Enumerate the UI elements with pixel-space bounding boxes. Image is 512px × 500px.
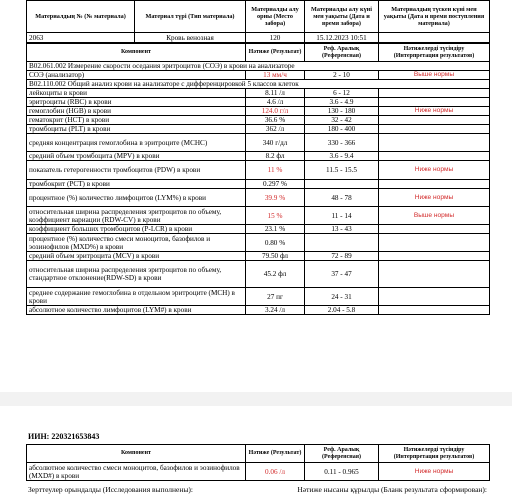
test-result: 8.2 фл [246, 152, 305, 161]
result-header: Нәтиже (Результат) [246, 445, 305, 463]
interpretation: Ниже нормы [379, 463, 490, 481]
test-result: 4.6 /л [246, 98, 305, 107]
reference-range: 0.11 - 0.965 [305, 463, 379, 481]
section-row [27, 62, 490, 71]
result-row [27, 189, 490, 207]
reference-range: 3.6 - 9.4 [305, 152, 379, 161]
test-result: 0.06 /л [246, 463, 305, 481]
sample-info-row [27, 33, 490, 43]
test-result: 36.6 % [246, 116, 305, 125]
interpretation [379, 116, 490, 125]
sample-header-row [27, 1, 490, 33]
result-row [27, 252, 490, 261]
test-result: 340 г/дл [246, 134, 305, 152]
result-row [27, 89, 490, 98]
result-row [27, 261, 490, 288]
material-type: Кровь венозная [135, 33, 246, 43]
interpretation-header: Нәтижелерді түсіндіру (Интерпретация результатов) [379, 44, 490, 62]
reference-header: Реф. Аралық (Референсная) [305, 44, 379, 62]
results-table [26, 43, 490, 315]
component-header: Компонент [27, 445, 246, 463]
interpretation [379, 234, 490, 252]
result-row [27, 288, 490, 306]
interpretation [379, 288, 490, 306]
result-row [27, 116, 490, 125]
test-name: лейкоциты в крови [27, 89, 246, 98]
test-result: 0.297 % [246, 180, 305, 189]
report-page-1 [26, 0, 489, 392]
test-result: 27 пг [246, 288, 305, 306]
test-name: коэффициент больших тромбоцитов (P-LCR) в крови [27, 225, 246, 234]
test-name: тромбоциты (PLT) в крови [27, 125, 246, 134]
test-name: эритроциты (RBC) в крови [27, 98, 246, 107]
test-result: 124.0 г/л [246, 107, 305, 116]
interpretation: Ниже нормы [379, 161, 490, 180]
result-row [27, 234, 490, 252]
received-datetime-header: Материалдың түскен күні мен уақыты (Дата и время поступления материала) [379, 1, 490, 33]
reference-range [305, 234, 379, 252]
material-number-header: Материалдың № (№ материала) [27, 1, 135, 33]
patient-iin: ИИН: 220321653843 [28, 432, 100, 441]
test-result: 45.2 фл [246, 261, 305, 288]
result-row [27, 207, 490, 225]
interpretation [379, 134, 490, 152]
reference-range: 2.04 - 5.8 [305, 306, 379, 315]
interpretation: Ниже нормы [379, 107, 490, 116]
reference-range: 180 - 400 [305, 125, 379, 134]
results-header-row [27, 44, 490, 62]
collection-place-header: Материалды алу орны (Место забора) [246, 1, 305, 33]
material-number: 2063 [27, 33, 135, 43]
interpretation [379, 225, 490, 234]
received-datetime [379, 33, 490, 43]
interpretation-header: Нәтижелерді түсіндіру (Интерпретация результатов) [379, 445, 490, 463]
test-result: 362 /л [246, 125, 305, 134]
test-result: 0.80 % [246, 234, 305, 252]
interpretation: Ниже нормы [379, 189, 490, 207]
section-row [27, 80, 490, 89]
test-name: абсолютное количество лимфоцитов (LYM#) в крови [27, 306, 246, 315]
test-name: средний объем тромбоцита (MPV) в крови [27, 152, 246, 161]
result-row [27, 107, 490, 116]
reference-range: 11.5 - 15.5 [305, 161, 379, 180]
result-row [27, 180, 490, 189]
test-name: среднее содержание гемоглобина в отдельном эритроците (MCH) в крови [27, 288, 246, 306]
reference-range: 130 - 180 [305, 107, 379, 116]
interpretation [379, 89, 490, 98]
test-result: 23.1 % [246, 225, 305, 234]
reference-range: 11 - 14 [305, 207, 379, 225]
test-name: процентное (%) количество лимфоцитов (LYM%) в крови [27, 189, 246, 207]
report-footer [26, 481, 489, 494]
test-name: процентное (%) количество смеси моноцитов, базофилов и эозинофилов (MXD%) в крови [27, 234, 246, 252]
interpretation [379, 152, 490, 161]
interpretation [379, 306, 490, 315]
result-row [27, 152, 490, 161]
result-row [27, 463, 490, 481]
result-row [27, 134, 490, 152]
test-name: гематокрит (HCT) в крови [27, 116, 246, 125]
page-gap [0, 392, 512, 406]
test-result: 11 % [246, 161, 305, 180]
performed-by-label: Зерттеулер орындалды (Исследования выполнены): [28, 485, 193, 494]
collection-datetime-header: Материалды алу күні мен уақыты (Дата и время забора) [305, 1, 379, 33]
reference-range: 6 - 12 [305, 89, 379, 98]
reference-range: 24 - 31 [305, 288, 379, 306]
results-table-page2 [26, 444, 490, 481]
test-result: 15 % [246, 207, 305, 225]
material-type-header: Материал түрі (Тип материала) [135, 1, 246, 33]
test-name: относительная ширина распределения эритроцитов по объему, стандартное отклонение(RDW-SD) в крови [27, 261, 246, 288]
reference-header: Реф. Аралық (Референсная) [305, 445, 379, 463]
interpretation [379, 252, 490, 261]
result-row [27, 98, 490, 107]
interpretation: Выше нормы [379, 207, 490, 225]
interpretation [379, 98, 490, 107]
interpretation [379, 261, 490, 288]
result-row [27, 225, 490, 234]
test-result: 79.50 фл [246, 252, 305, 261]
test-name: средняя концентрация гемоглобина в эритроците (MCHC) [27, 134, 246, 152]
interpretation: Выше нормы [379, 71, 490, 80]
test-result: 3.24 /л [246, 306, 305, 315]
result-row [27, 71, 490, 80]
reference-range: 13 - 43 [305, 225, 379, 234]
component-header: Компонент [27, 44, 246, 62]
collection-datetime: 15.12.2023 10:51 [305, 33, 379, 43]
report-page-2 [26, 406, 489, 500]
interpretation [379, 180, 490, 189]
reference-range: 37 - 47 [305, 261, 379, 288]
lab-results-table [26, 0, 490, 43]
section-title-cbc: B02.110.002 Общий анализ крови на анализаторе с дифференцировкой 5 классов клеток [27, 80, 490, 89]
reference-range: 32 - 42 [305, 116, 379, 125]
results-header-row [27, 445, 490, 463]
reference-range: 72 - 89 [305, 252, 379, 261]
collection-place: 120 [246, 33, 305, 43]
test-result: 13 мм/ч [246, 71, 305, 80]
test-name: показатель гетерогенности тромбоцитов (PDW) в крови [27, 161, 246, 180]
result-header: Нәтиже (Результат) [246, 44, 305, 62]
reference-range: 2 - 10 [305, 71, 379, 80]
result-row [27, 161, 490, 180]
test-name: СОЭ (анализатор) [27, 71, 246, 80]
reference-range: 3.6 - 4.9 [305, 98, 379, 107]
test-name: гемоглобин (HGB) в крови [27, 107, 246, 116]
interpretation [379, 125, 490, 134]
section-title-esr: B02.061.002 Измерение скорости оседания эритроцитов (СОЭ) в крови на анализаторе [27, 62, 490, 71]
reference-range [305, 180, 379, 189]
test-name: тромбокрит (PCT) в крови [27, 180, 246, 189]
reference-range: 48 - 78 [305, 189, 379, 207]
result-row [27, 306, 490, 315]
test-name: относительная ширина распределения эритроцитов по объему, коэффициент вариации (RDW-CV) в крови [27, 207, 246, 225]
reference-range: 330 - 366 [305, 134, 379, 152]
test-result: 8.11 /л [246, 89, 305, 98]
test-result: 39.9 % [246, 189, 305, 207]
form-generated-label: Нәтиже нысаны құрылды (Бланк результата сформирован): [297, 485, 487, 494]
test-name: средний объем эритроцита (MCV) в крови [27, 252, 246, 261]
result-row [27, 125, 490, 134]
test-name: абсолютное количество смеси моноцитов, базофилов и эозинофилов (MXD#) в крови [27, 463, 246, 481]
